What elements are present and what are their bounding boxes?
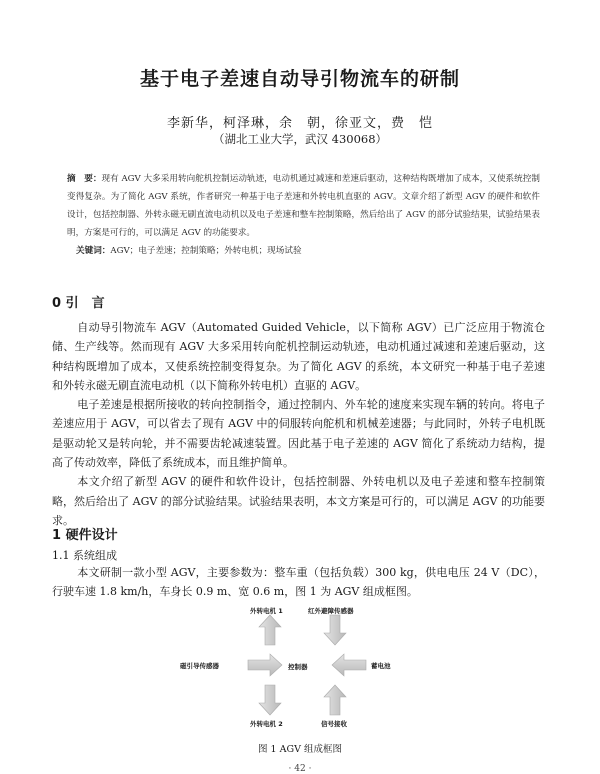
intro-body (52, 318, 545, 530)
system-body (52, 563, 545, 602)
arrow-from-ir-sensor (324, 615, 346, 645)
abstract-label: 摘 要： (67, 174, 102, 184)
affiliation: （湖北工业大学，武汉 430068） (212, 132, 388, 146)
arrow-from-guide-sensor (248, 654, 282, 676)
intro-paragraph: 电子差速是根据所接收的转向控制指令，通过控制内、外车轮的速度来实现车辆的转向。将电子差速应用于 AGV，可以省去了现有 AGV 中的伺服转向舵机和机械差速器；与此同时，外转子电机既是驱动轮又是转向轮，并不需要齿轮减速装置。因此基于电子差速的 AGV 简化了系统动力结构，提高了传动效率，降低了系统成本，而且维护简单。 (52, 398, 545, 470)
keywords-label: 关键词： (76, 246, 111, 256)
author-list: 李新华，柯泽琳，余 朝，徐亚文，费 恺 (166, 116, 433, 131)
block-diagram-arrows (170, 605, 430, 745)
label-battery: 蓄电池 (371, 662, 391, 670)
paper-title: 基于电子差速自动导引物流车的研制 (139, 68, 460, 90)
arrow-from-battery (332, 654, 366, 676)
arrow-to-motor2 (259, 685, 281, 715)
label-controller: 控制器 (288, 663, 308, 671)
system-paragraph: 本文研制一款小型 AGV，主要参数为：整车重（包括负载）300 kg，供电电压 24 V（DC），行驶车速 1.8 km/h，车身长 0.9 m、宽 0.6 m，图 1 为 AGV 组成框图。 (52, 566, 545, 599)
subsection-heading-system: 1.1 系统组成 (52, 549, 117, 562)
label-motor2: 外转电机 2 (250, 720, 283, 728)
section-heading-hardware: 1 硬件设计 (52, 528, 118, 543)
intro-paragraph: 自动导引物流车 AGV（Automated Guided Vehicle，以下简称 AGV）已广泛应用于物流仓储、生产线等。然而现有 AGV 大多采用转向舵机控制运动轨迹，电动机通过减速和差速后驱动，这种结构既增加了成本，又使系统控制变得复杂。为了简化 AGV 的系统，本文研究一种基于电子差速和外转永磁无刷直流电动机（以下简称外转电机）直驱的 AGV。 (52, 321, 545, 392)
abstract-text: 现有 AGV 大多采用转向舵机控制运动轨迹，电动机通过减速和差速后驱动，这种结构既增加了成本，又使系统控制变得复杂。为了简化 AGV 系统，作者研究一种基于电子差速和外转电机直驱的 AGV。文章介绍了新型 AGV 的硬件和软件设计，包括控制器、外转永磁无刷直流电动机以及电子差速和整车控制策略，然后给出了 AGV 的部分试验结果，试验结果表明，方案是可行的，可以满足 AGV 的功能要求。 (67, 174, 540, 238)
figure-caption: 图 1 AGV 组成框图 (258, 744, 342, 755)
keywords-text: AGV；电子差速；控制策略；外转电机；现场试验 (110, 246, 302, 256)
page-number: · 42 · (288, 764, 312, 774)
label-ir-sensor: 红外避障传感器 (308, 607, 354, 615)
label-signal-rx: 信号接收 (321, 720, 347, 728)
figure-agv-block-diagram (170, 605, 430, 745)
section-heading-intro: 0 引 言 (52, 296, 105, 311)
arrow-to-motor1 (259, 615, 281, 645)
intro-paragraph: 本文介绍了新型 AGV 的硬件和软件设计，包括控制器、外转电机以及电子差速和整车控制策略，然后给出了 AGV 的部分试验结果。试验结果表明，本文方案是可行的，可以满足 AGV 的功能要求。 (52, 475, 545, 527)
label-motor1: 外转电机 1 (250, 607, 283, 615)
abstract (67, 170, 540, 242)
label-guide-sensor: 磁引导传感器 (180, 662, 219, 670)
keywords (76, 244, 536, 256)
arrow-from-signal-rx (324, 685, 346, 715)
